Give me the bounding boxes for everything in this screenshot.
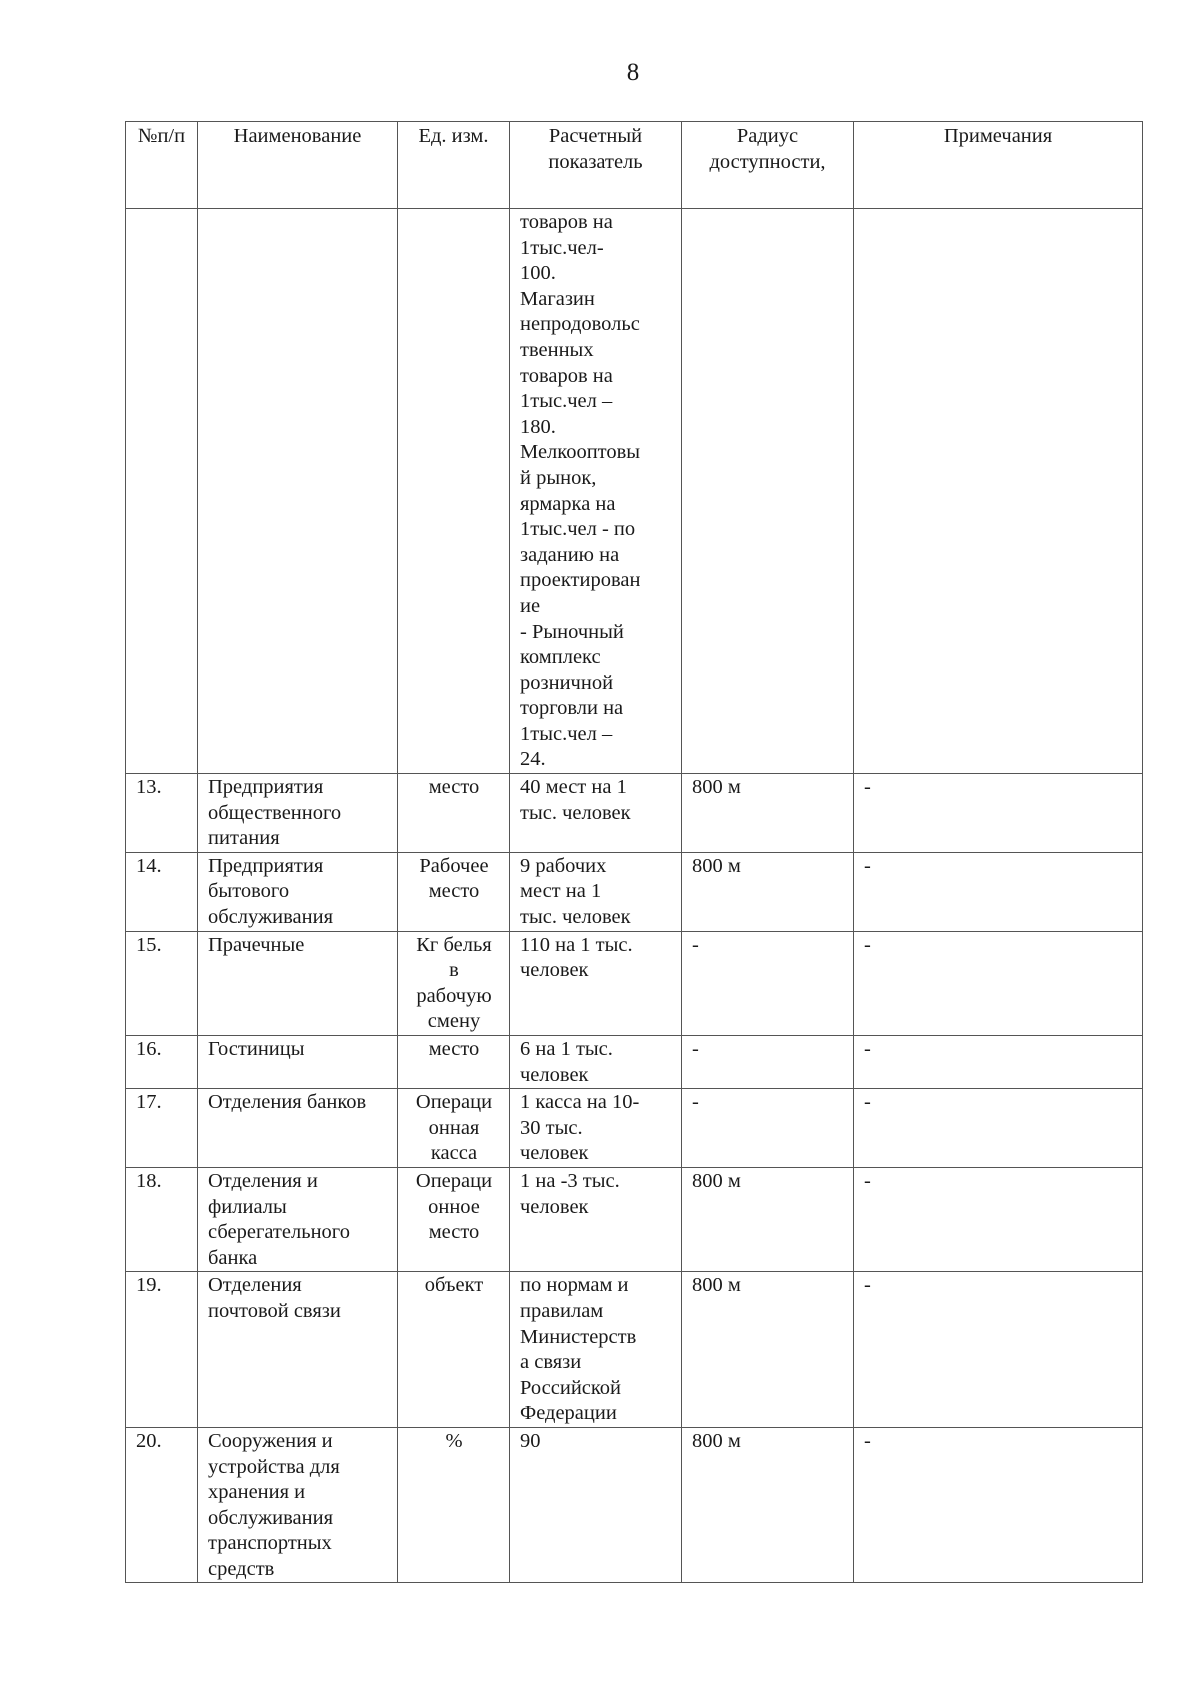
row-unit: объект — [398, 1272, 510, 1428]
row-unit: Рабочее место — [398, 852, 510, 931]
row-number: 20. — [126, 1427, 198, 1583]
row-calc: по нормам и правилам Министерств а связи Российской Федерации — [510, 1272, 682, 1428]
row-name: Отделения банков — [198, 1089, 398, 1168]
row-unit: Операци онная касса — [398, 1089, 510, 1168]
row-note — [854, 209, 1143, 774]
row-radius: 800 м — [682, 1427, 854, 1583]
page-number: 8 — [626, 59, 640, 86]
row-calc: 90 — [510, 1427, 682, 1583]
row-name: Гостиницы — [198, 1036, 398, 1089]
row-radius: - — [682, 931, 854, 1035]
table-row — [126, 852, 1143, 931]
row-radius: 800 м — [682, 774, 854, 853]
header-accessibility-radius: Радиус доступности, — [682, 122, 854, 209]
table-row — [126, 1427, 1143, 1583]
standards-table — [125, 121, 1143, 1583]
row-name: Отделения и филиалы сберегательного банка — [198, 1167, 398, 1271]
row-calc: 6 на 1 тыс. человек — [510, 1036, 682, 1089]
row-unit: % — [398, 1427, 510, 1583]
row-note: - — [854, 852, 1143, 931]
table-row — [126, 209, 1143, 774]
header-name: Наименование — [198, 122, 398, 209]
row-number: 13. — [126, 774, 198, 853]
row-radius — [682, 209, 854, 774]
row-name: Сооружения и устройства для хранения и обслуживания транспортных средств — [198, 1427, 398, 1583]
row-calc: 1 на -3 тыс. человек — [510, 1167, 682, 1271]
table-header-row — [126, 122, 1143, 209]
row-calc: 9 рабочих мест на 1 тыс. человек — [510, 852, 682, 931]
table-row — [126, 1167, 1143, 1271]
row-unit: Кг белья в рабочую смену — [398, 931, 510, 1035]
row-note: - — [854, 1272, 1143, 1428]
row-note: - — [854, 1089, 1143, 1168]
row-note: - — [854, 1427, 1143, 1583]
row-calc: товаров на 1тыс.чел- 100. Магазин непродовольс твенных товаров на 1тыс.чел – 180. Мелкооптовы й рынок, ярмарка на 1тыс.чел - по заданию на проектирован ие - Рыночный комплекс розничной торговли на 1тыс.чел – 24. — [510, 209, 682, 774]
row-unit — [398, 209, 510, 774]
header-notes: Примечания — [854, 122, 1143, 209]
row-unit: место — [398, 774, 510, 853]
table-row — [126, 1089, 1143, 1168]
table-row — [126, 1036, 1143, 1089]
row-unit: место — [398, 1036, 510, 1089]
row-calc: 110 на 1 тыс. человек — [510, 931, 682, 1035]
row-name: Предприятия общественного питания — [198, 774, 398, 853]
row-number: 19. — [126, 1272, 198, 1428]
header-unit: Ед. изм. — [398, 122, 510, 209]
row-radius: - — [682, 1036, 854, 1089]
row-number: 14. — [126, 852, 198, 931]
row-radius: - — [682, 1089, 854, 1168]
row-note: - — [854, 931, 1143, 1035]
row-calc: 1 касса на 10- 30 тыс. человек — [510, 1089, 682, 1168]
table-row — [126, 774, 1143, 853]
table-row — [126, 931, 1143, 1035]
row-note: - — [854, 1036, 1143, 1089]
row-name: Прачечные — [198, 931, 398, 1035]
row-note: - — [854, 1167, 1143, 1271]
row-number: 15. — [126, 931, 198, 1035]
table-row — [126, 1272, 1143, 1428]
header-number: №п/п — [126, 122, 198, 209]
row-radius: 800 м — [682, 1167, 854, 1271]
row-radius: 800 м — [682, 1272, 854, 1428]
row-name: Отделения почтовой связи — [198, 1272, 398, 1428]
row-number: 17. — [126, 1089, 198, 1168]
row-name — [198, 209, 398, 774]
row-name: Предприятия бытового обслуживания — [198, 852, 398, 931]
row-calc: 40 мест на 1 тыс. человек — [510, 774, 682, 853]
header-calculated-indicator: Расчетный показатель — [510, 122, 682, 209]
row-note: - — [854, 774, 1143, 853]
row-number — [126, 209, 198, 774]
row-number: 16. — [126, 1036, 198, 1089]
row-number: 18. — [126, 1167, 198, 1271]
row-unit: Операци онное место — [398, 1167, 510, 1271]
row-radius: 800 м — [682, 852, 854, 931]
